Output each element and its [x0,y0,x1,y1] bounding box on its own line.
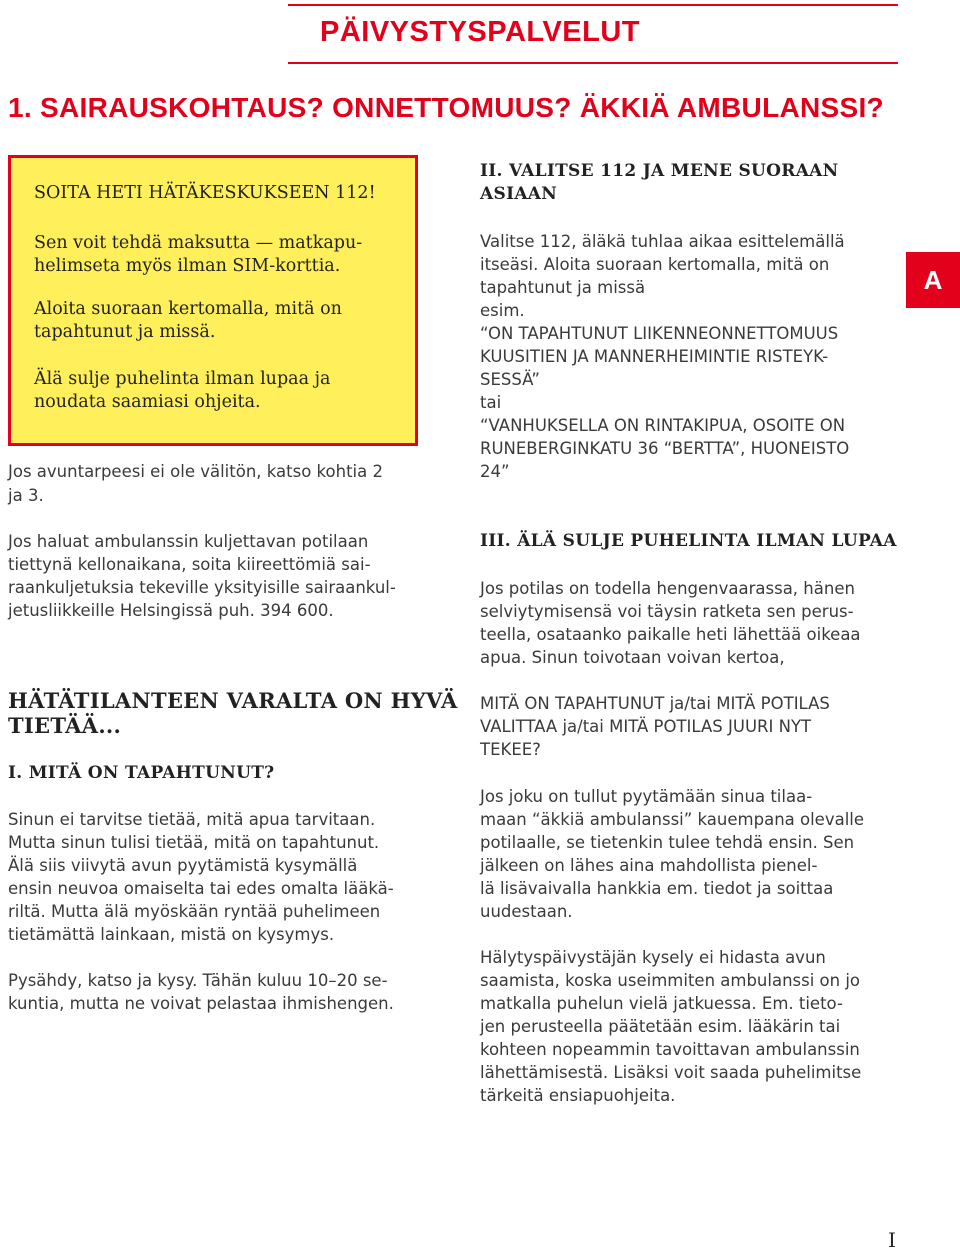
callout-hangup-line-1: Älä sulje puhelinta ilman lupaa ja [34,369,331,389]
what-happened-line-2: Mutta sinun tulisi tietää, mitä on tapahtunut. [8,833,380,852]
someone-asked-line-6: uudestaan. [480,902,573,921]
what-happened-line-6: tietämättä lainkaan, mistä on kysymys. [8,925,335,944]
title-underline [288,62,898,64]
choose-112-example2-line-2: RUNEBERGINKATU 36 “BERTTA”, HUONEISTO [480,439,850,458]
dont-hang-up-line-2: selviytymisensä voi täysin ratketa sen perus- [480,602,854,621]
choose-112-line-1: Valitse 112, äläkä tuhlaa aikaa esittelemällä [480,232,845,251]
callout-start-line-1: Aloita suoraan kertomalla, mitä on [34,299,342,319]
good-to-know-heading-line-1: HÄTÄTILANTEEN VARALTA ON HYVÄ [8,688,458,713]
ambulance-transport-line-4: jetusliikkeille Helsingissä puh. 394 600. [8,601,334,620]
choose-112-example-line-2: KUUSITIEN JA MANNERHEIMINTIE RISTEYK- [480,347,829,366]
callout-call-112: SOITA HETI HÄTÄKESKUKSEEN 112! [34,183,376,203]
what-happened-heading: I. MITÄ ON TAPAHTUNUT? [8,763,275,783]
non-urgent-note-line-1: Jos avuntarpeesi ei ole välitön, katso kohtia 2 [8,462,383,481]
callout-free-call-line-2: helimseta myös ilman SIM-korttia. [34,256,341,276]
dont-hang-up-line-1: Jos potilas on todella hengenvaarassa, hänen [480,579,855,598]
ambulance-transport-line-2: tiettynä kellonaikana, soita kiireettömiä sai- [8,555,371,574]
what-happened-line-5: riltä. Mutta älä myöskään ryntää puhelimeen [8,902,381,921]
stop-look-line-2: kuntia, mutta ne voivat pelastaa ihmishengen. [8,994,394,1013]
dispatcher-query-line-2: saamista, koska useimmiten ambulanssi on jo [480,971,861,990]
dispatcher-query-line-1: Hälytyspäivystäjän kysely ei hidasta avun [480,948,826,967]
choose-112-example2-line-1: “VANHUKSELLA ON RINTAKIPUA, OSOITE ON [480,416,846,435]
dispatcher-query-line-4: jen perusteella päätetään esim. lääkärin tai [480,1017,841,1036]
choose-112-line-4: esim. [480,301,525,320]
dispatcher-query-line-3: matkalla puhelun vielä jatkuessa. Em. tieto- [480,994,843,1013]
someone-asked-line-1: Jos joku on tullut pyytämään sinua tilaa- [480,787,813,806]
someone-asked-line-5: lä lisävaivalla hankkia em. tiedot ja soittaa [480,879,834,898]
callout-start-line-2: tapahtunut ja missä. [34,322,216,342]
dont-hang-up-heading: III. ÄLÄ SULJE PUHELINTA ILMAN LUPAA [480,531,897,551]
choose-112-heading-line-1: II. VALITSE 112 JA MENE SUORAAN [480,161,839,181]
dont-hang-up-line-4: apua. Sinun toivotaan voivan kertoa, [480,648,785,667]
section-heading: 1. SAIRAUSKOHTAUS? ONNETTOMUUS? ÄKKIÄ AMBULANSSI? [8,92,884,123]
page-number: I [888,1228,896,1252]
dispatcher-query-line-5: kohteen nopeammin tavoittavan ambulanssin [480,1040,860,1059]
what-happened-line-4: ensin neuvoa omaiselta tai edes omalta lääkä- [8,879,394,898]
section-tab-a: A [906,252,960,308]
tell-what-line-2: VALITTAA ja/tai MITÄ POTILAS JUURI NYT [480,717,812,736]
someone-asked-line-4: jälkeen on lähes aina mahdollista pienel- [480,856,818,875]
ambulance-transport-line-3: raankuljetuksia tekeville yksityisille sairaankul- [8,578,396,597]
non-urgent-note-line-2: ja 3. [8,486,44,505]
ambulance-transport-line-1: Jos haluat ambulanssin kuljettavan potilaan [8,532,369,551]
top-rule [288,4,898,6]
dispatcher-query-line-7: tärkeitä ensiapuohjeita. [480,1086,676,1105]
choose-112-example-line-1: “ON TAPAHTUNUT LIIKENNEONNETTOMUUS [480,324,839,343]
tell-what-line-1: MITÄ ON TAPAHTUNUT ja/tai MITÄ POTILAS [480,694,830,713]
someone-asked-line-3: potilaalle, se tietenkin tulee tehdä ensin. Sen [480,833,855,852]
choose-112-heading-line-2: ASIAAN [480,184,558,204]
callout-free-call-line-1: Sen voit tehdä maksutta — matkapu- [34,233,363,253]
page-title: PÄIVYSTYSPALVELUT [319,16,641,48]
choose-112-line-3: tapahtunut ja missä [480,278,646,297]
dispatcher-query-line-6: lähettämisestä. Lisäksi voit saada puhelimitse [480,1063,862,1082]
stop-look-line-1: Pysähdy, katso ja kysy. Tähän kuluu 10–20 se- [8,971,388,990]
what-happened-line-3: Älä siis viivytä avun pyytämistä kysymällä [8,856,358,875]
callout-hangup-line-2: noudata saamiasi ohjeita. [34,392,261,412]
tell-what-line-3: TEKEE? [480,740,541,759]
what-happened-line-1: Sinun ei tarvitse tietää, mitä apua tarvitaan. [8,810,376,829]
someone-asked-line-2: maan “äkkiä ambulanssi” kauempana olevalle [480,810,865,829]
choose-112-line-2: itseäsi. Aloita suoraan kertomalla, mitä on [480,255,830,274]
good-to-know-heading-line-2: TIETÄÄ... [8,713,122,738]
choose-112-example2-line-3: 24” [480,462,510,481]
dont-hang-up-line-3: teella, osataanko paikalle heti lähettää oikeaa [480,625,861,644]
choose-112-example-line-3: SESSÄ” [480,370,540,389]
choose-112-or: tai [480,393,502,412]
